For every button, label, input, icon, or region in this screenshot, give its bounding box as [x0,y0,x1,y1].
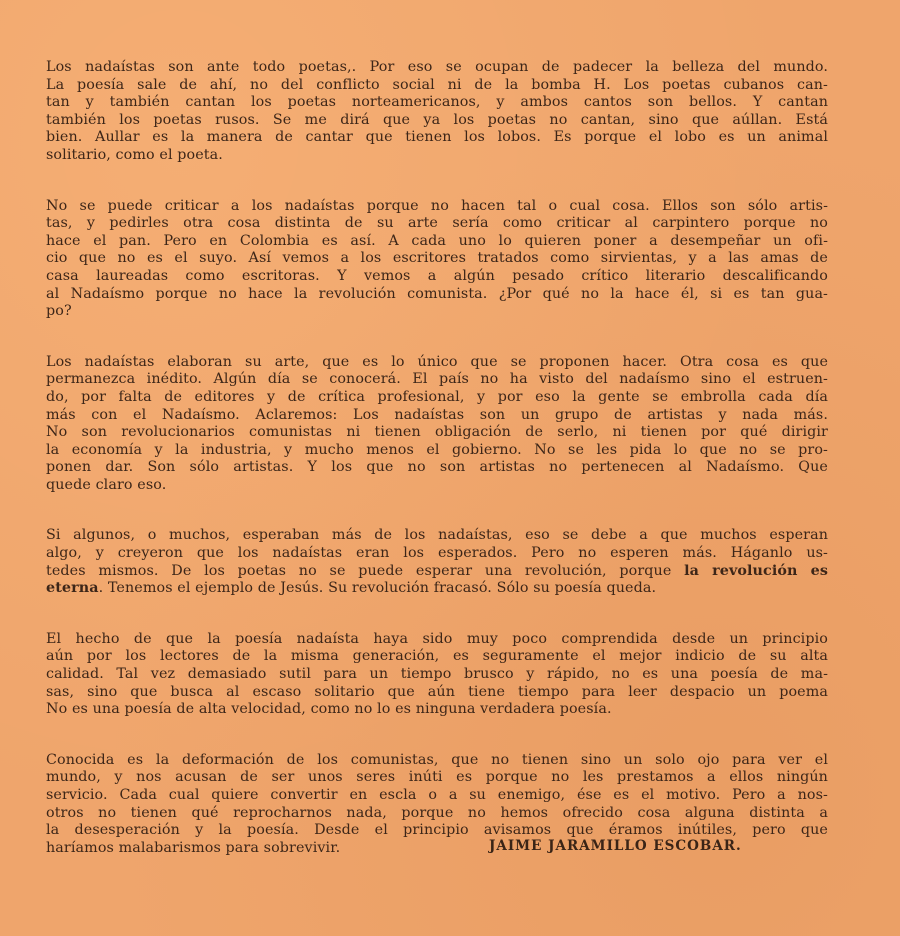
text-line: algo, y creyeron que los nadaístas eran los esperados. Pero no esperen más. Háganlo us- [46,545,828,562]
text-line: la economía y la industria, y mucho menos el gobierno. No se les pida lo que no se pro- [46,441,828,458]
text-line: sas, sino que busca al escaso solitario que aún tiene tiempo para leer despacio un poema [46,683,828,700]
text-line: No son revolucionarios comunistas ni tienen obligación de serlo, ni tienen por qué dirigir [46,424,828,441]
text-line: también los poetas rusos. Se me dirá que ya los poetas no cantan, sino que aúllan. Está [46,111,828,128]
bold-fragment: la revolución es [684,562,828,579]
text-line: El hecho de que la poesía nadaísta haya sido muy poco comprendida desde un principio [46,630,828,647]
text-line [46,563,828,581]
paragraph-2 [46,198,828,321]
text-line: cio que no es el suyo. Así vemos a los escritores tratados como sirvientas, y a las amas de [46,250,828,267]
paragraph-3 [46,354,828,495]
bold-fragment: eterna [46,580,99,597]
text-line: más con el Nadaísmo. Aclaremos: Los nadaístas son un grupo de artistas y nada más. [46,406,828,423]
text-line: Los nadaístas son ante todo poetas,. Por eso se ocupan de padecer la belleza del mundo. [46,59,828,75]
text-line: tas, y pedirles otra cosa distinta de su arte sería como criticar al carpintero porque no [46,215,828,232]
text-line: do, por falta de editores y de crítica profesional, y por eso la gente se embrolla cada día [46,388,828,405]
text-line: bien. Aullar es la manera de cantar que tienen los lobos. Es porque el lobo es un animal [46,129,828,146]
text-line: casa laureadas como escritoras. Y vemos a algún pesado crítico literario descalificando [46,267,828,284]
text-line: aún por los lectores de la misma generación, es seguramente el mejor indicio de su alta [46,648,828,665]
text-fragment: . Tenemos el ejemplo de Jesús. Su revolución fracasó. Sólo su poesía queda. [98,580,657,597]
text-line [46,580,828,598]
text-line: tan y también cantan los poetas norteamericanos, y ambos cantos son bellos. Y cantan [46,94,828,111]
text-line: la desesperación y la poesía. Desde el principio avisamos que éramos inútiles, pero que [46,822,828,839]
text-line: calidad. Tal vez demasiado sutil para un tiempo brusco y rápido, no es una poesía de ma- [46,666,828,683]
text-line: hace el pan. Pero en Colombia es así. A cada uno lo quieren poner a desempeñar un ofi- [46,232,828,249]
text-line: La poesía sale de ahí, no del conflicto social ni de la bomba H. Los poetas cubanos can- [46,76,828,93]
text-line: quede claro eso. [46,476,167,493]
text-line: haríamos malabarismos para sobrevivir. [46,839,341,856]
text-line: No es una poesía de alta velocidad, como no lo es ninguna verdadera poesía. [46,701,612,718]
text-line: otros no tienen qué reprocharnos nada, porque no hemos ofrecido cosa alguna distinta a [46,804,828,821]
paragraph-4 [46,527,828,597]
text-line: Los nadaístas elaboran su arte, que es lo único que se proponen hacer. Otra cosa es que [46,353,828,370]
text-line: solitario, como el poeta. [46,146,223,163]
text-line: permanezca inédito. Algún día se conocerá. El país no ha visto del nadaísmo sino el estruen- [46,371,828,388]
author-signature: JAIME JARAMILLO ESCOBAR. [489,838,742,854]
text-line: servicio. Cada cual quiere convertir en escla o a su enemigo, ése es el motivo. Pero a nos- [46,787,828,803]
text-line: No se puede criticar a los nadaístas porque no hacen tal o cual cosa. Ellos son sólo artis- [46,197,828,214]
text-line: mundo, y nos acusan de ser unos seres inúti es porque no les prestamos a ellos ningún [46,769,828,786]
document-body [46,56,828,857]
text-line: ponen dar. Son sólo artistas. Y los que no son artistas no pertenecen al Nadaísmo. Que [46,459,828,476]
text-line: po? [46,303,72,320]
text-line: Si algunos, o muchos, esperaban más de los nadaístas, eso se debe a que muchos esperan [46,527,828,544]
text-line: al Nadaísmo porque no hace la revolución comunista. ¿Por qué no la hace él, si es tan gua- [46,285,828,302]
paragraph-1 [46,59,828,165]
paragraph-5 [46,631,828,719]
text-line: Conocida es la deformación de los comunistas, que no tienen sino un solo ojo para ver el [46,751,828,768]
text-fragment: tedes mismos. De los poetas no se puede esperar una revolución, porque [46,562,685,579]
